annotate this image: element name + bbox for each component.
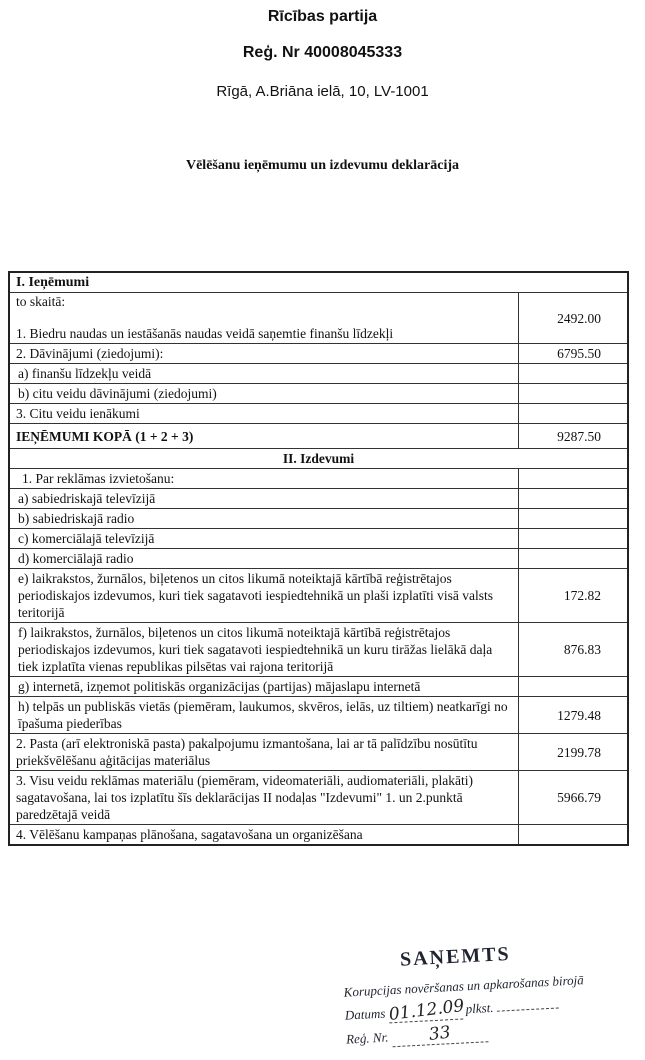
row-label: a) sabiedriskajā televīzijā	[9, 489, 518, 509]
declaration-table	[8, 271, 629, 846]
registration-number: Reģ. Nr 40008045333	[242, 44, 403, 61]
table-row	[9, 469, 628, 489]
row-amount	[518, 549, 628, 569]
table-row	[9, 623, 628, 677]
table-row	[9, 734, 628, 771]
row-amount: 876.83	[518, 623, 628, 677]
table-row	[9, 569, 628, 623]
income-total-amount: 9287.50	[518, 424, 628, 449]
row-amount: 1279.48	[518, 697, 628, 734]
row-amount: 2199.78	[518, 734, 628, 771]
row-amount	[518, 529, 628, 549]
row-amount: 2492.00	[518, 293, 628, 344]
party-name: Rīcības partija	[267, 8, 378, 25]
table-row	[9, 344, 628, 364]
row-label: to skaitā: 1. Biedru naudas un iestāšanās naudas veidā saņemtie finanšu līdzekļi	[9, 293, 518, 344]
table-row	[9, 549, 628, 569]
table-row	[9, 825, 628, 846]
row-label: d) komerciālajā radio	[9, 549, 518, 569]
row-label: a) finanšu līdzekļu veidā	[9, 364, 518, 384]
row-label: g) internetā, izņemot politiskās organizācijas (partijas) mājaslapu internetā	[9, 677, 518, 697]
row-amount	[518, 364, 628, 384]
received-stamp	[319, 932, 624, 1058]
section-income-title: I. Ieņēmumi	[9, 272, 628, 293]
table-row	[9, 404, 628, 424]
section-expenses-header	[9, 449, 628, 469]
row-amount	[518, 509, 628, 529]
stamp-reg-value: 33	[427, 1022, 452, 1045]
section-income-header	[9, 272, 628, 293]
row-label: b) citu veidu dāvinājumi (ziedojumi)	[9, 384, 518, 404]
row-amount: 6795.50	[518, 344, 628, 364]
stamp-reg-line	[346, 1021, 488, 1049]
row-label: 1. Par reklāmas izvietošanu:	[9, 469, 518, 489]
row-amount	[518, 489, 628, 509]
row-amount	[518, 469, 628, 489]
row-amount	[518, 825, 628, 846]
table-row	[9, 509, 628, 529]
row-label: 2. Pasta (arī elektroniskā pasta) pakalpojumu izmantošana, lai ar tā palīdzību nosūtītu priekšvēlēšanu aģitācijas materiālus	[9, 734, 518, 771]
row-amount	[518, 677, 628, 697]
table-row	[9, 384, 628, 404]
row-label: 4. Vēlēšanu kampaņas plānošana, sagatavošana un organizēšana	[9, 825, 518, 846]
document-title: Vēlēšanu ieņēmumu un izdevumu deklarācija	[185, 158, 459, 173]
row-label: 3. Citu veidu ienākumi	[9, 404, 518, 424]
row-amount: 5966.79	[518, 771, 628, 825]
section-expenses-title: II. Izdevumi	[9, 449, 628, 469]
stamp-time-label: plkst.	[465, 999, 494, 1017]
table-row	[9, 677, 628, 697]
row-label: c) komerciālajā televīzijā	[9, 529, 518, 549]
row-label: e) laikrakstos, žurnālos, biļetenos un citos likumā noteiktajā kārtībā reģistrētajos periodiskajos izdevumos, kuri tiek sagatavoti iespiedtehnikā un plaši izplatīti visā valsts teritorijā	[9, 569, 518, 623]
row-amount: 172.82	[518, 569, 628, 623]
stamp-organization: Korupcijas novēršanas un apkarošanas birojā	[343, 972, 585, 1000]
stamp-date-value: 01.12.09	[387, 995, 466, 1025]
income-total-label: IEŅĒMUMI KOPĀ (1 + 2 + 3)	[9, 424, 518, 449]
party-address: Rīgā, A.Briāna ielā, 10, LV-1001	[216, 83, 429, 100]
row-label: b) sabiedriskajā radio	[9, 509, 518, 529]
table-row	[9, 489, 628, 509]
row-label: 2. Dāvinājumi (ziedojumi):	[9, 344, 518, 364]
income-total-row	[9, 424, 628, 449]
row-label: f) laikrakstos, žurnālos, biļetenos un citos likumā noteiktajā kārtībā reģistrētajos periodiskajos izdevumos, kuri tiek sagatavoti iespiedtehnikā un kuru tirāžas lielākā daļa tiek izplatīta vienas republikas pilsētas vai rajona teritorijā	[9, 623, 518, 677]
stamp-date-label: Datums	[344, 1005, 386, 1023]
table-row	[9, 697, 628, 734]
row-label: 3. Visu veidu reklāmas materiālu (piemēram, videomateriāli, audiomateriāli, plakāti) sagatavošana, lai tos izplatītu šīs deklarācijas II nodaļas "Izdevumi" 1. un 2.punktā paredzētajā veidā	[9, 771, 518, 825]
row-label: h) telpās un publiskās vietās (piemēram, laukumos, skvēros, ielās, uz tiltiem) neatkarīgi no īpašuma piederības	[9, 697, 518, 734]
table-row	[9, 293, 628, 344]
stamp-title: SAŅEMTS	[399, 942, 512, 971]
stamp-reg-label: Reģ. Nr.	[345, 1029, 389, 1047]
row-amount	[518, 384, 628, 404]
table-row	[9, 771, 628, 825]
row-amount	[518, 404, 628, 424]
table-row	[9, 364, 628, 384]
table-row	[9, 529, 628, 549]
